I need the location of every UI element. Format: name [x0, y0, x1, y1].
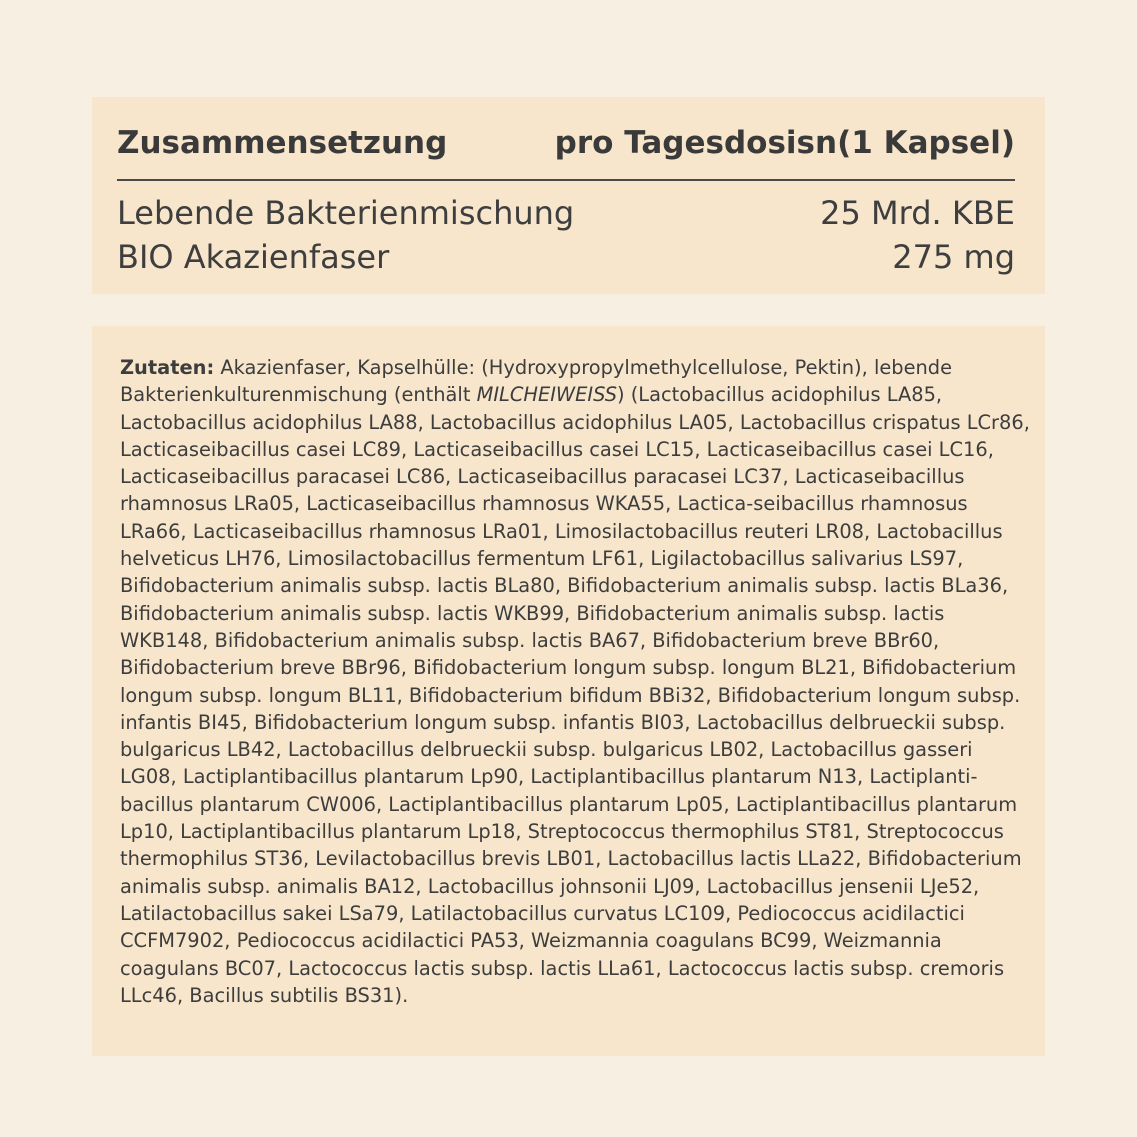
composition-row-name: BIO Akazienfaser [117, 238, 390, 276]
header-divider [117, 179, 1015, 181]
composition-row [117, 194, 1015, 234]
composition-row-name: Lebende Bakterienmischung [117, 194, 575, 232]
ingredients-panel [92, 326, 1045, 1056]
ingredients-text [120, 354, 1035, 1009]
composition-row-amount: 25 Mrd. KBE [820, 194, 1015, 232]
composition-row [117, 238, 1015, 278]
composition-panel [92, 97, 1045, 294]
ingredients-text-part: Akazienfaser, Kapselhülle: (Hydroxypropylmethylcellulose, Pektin), lebende Bakterienkulturenmischung (enthält [120, 356, 953, 407]
composition-header [117, 125, 1015, 167]
allergen-text: MILCHEIWEISS [476, 383, 618, 407]
ingredients-text-part: ) (Lactobacillus acidophilus LA85, Lactobacillus acidophilus LA88, Lactobacillus acidophilus LA05, Lactobacillus crispatus LCr86, Lacticaseibacillus casei LC89, Lacticaseibacillus casei LC15, Lacticaseibacillus casei LC16, Lacticaseibacillus paracasei LC86, Lacticaseibacillus paracasei LC37, Lacticaseibacillus rhamnosus LRa05, Lacticaseibacillus rhamnosus WKA55, Lactica-seibacillus rhamnosus LRa66, Lacticaseibacillus rhamnosus LRa01, Limosilactobacillus reuteri LR08, Lactobacillus helveticus LH76, Limosilactobacillus fermentum LF61, Ligilactobacillus salivarius LS97, Bifidobacterium animalis subsp. lactis BLa80, Bifidobacterium animalis subsp. lactis BLa36, Bifidobacterium animalis subsp. lactis WKB99, Bifidobacterium animalis subsp. lactis WKB148, Bifidobacterium animalis subsp. lactis BA67, Bifidobacterium breve BBr60, Bifidobacterium breve BBr96, Bifidobacterium longum subsp. longum BL21, Bifidobacterium longum subsp. longum BL11, Bifidobacterium bifidum BBi32, Bifidobacterium longum subsp. infantis BI45, Bifidobacterium longum subsp. infantis BI03, Lactobacillus delbrueckii subsp. bulgaricus LB42, Lactobacillus delbrueckii subsp. bulgaricus LB02, Lactobacillus gasseri LG08, Lactiplantibacillus plantarum Lp90, Lactiplantibacillus plantarum N13, Lactiplanti-bacillus plantarum CW006, Lactiplantibacillus plantarum Lp05, Lactiplantibacillus plantarum Lp10, Lactiplantibacillus plantarum Lp18, Streptococcus thermophilus ST81, Streptococcus thermophilus ST36, Levilactobacillus brevis LB01, Lactobacillus lactis LLa22, Bifidobacterium animalis subsp. animalis BA12, Lactobacillus johnsonii LJ09, Lactobacillus jensenii LJe52, Latilactobacillus sakei LSa79, Latilactobacillus curvatus LC109, Pediococcus acidilactici CCFM7902, Pediococcus acidilactici PA53, Weizmannia coagulans BC99, Weizmannia coagulans BC07, Lactococcus lactis subsp. lactis LLa61, Lactococcus lactis subsp. cremoris LLc46, Bacillus subtilis BS31). [120, 383, 1030, 1007]
dosage-header-label: pro Tagesdosisn(1 Kapsel) [554, 125, 1015, 161]
composition-header-label: Zusammensetzung [117, 125, 448, 161]
ingredients-label: Zutaten: [120, 356, 215, 379]
composition-row-amount: 275 mg [892, 238, 1015, 276]
